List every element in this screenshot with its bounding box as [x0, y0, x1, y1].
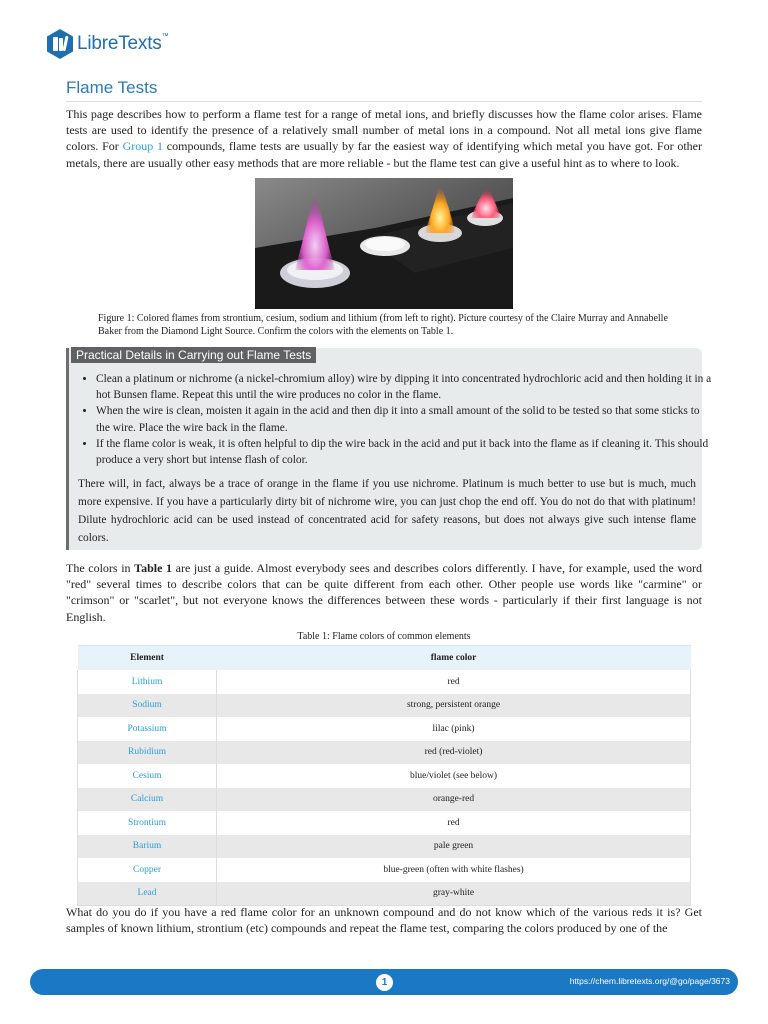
flame-color-cell: orange-red — [217, 788, 691, 812]
header-element: Element — [78, 646, 217, 671]
table-row — [78, 670, 691, 694]
element-link[interactable]: Barium — [78, 835, 217, 859]
flame-color-cell: blue/violet (see below) — [217, 764, 691, 788]
closing-paragraph: What do you do if you have a red flame color for an unknown compound and do not know which of the various reds it is? Get samples of known lithium, strontium (etc) compounds and repeat the flame test, comparing the colors produced by one of the — [66, 905, 702, 936]
flame-color-cell: lilac (pink) — [217, 717, 691, 741]
table-row — [78, 694, 691, 718]
table-row — [78, 741, 691, 765]
flame-color-cell: blue-green (often with white flashes) — [217, 858, 691, 882]
practical-note: There will, in fact, always be a trace of orange in the flame if you use nichrome. Platinum is much better to use but is much, much more expensive. If you have a particularly dirty bit of nichrome wire, you can just chop the end off. You do not do that with platinum! Dilute hydrochloric acid can be used instead of concentrated acid for safety reasons, but does not always give such intense flame colors. — [78, 478, 696, 544]
logo-text: LibreTexts™ — [77, 33, 169, 54]
element-link[interactable]: Sodium — [78, 694, 217, 718]
intro-paragraph: This page describes how to perform a flame test for a range of metal ions, and briefly discusses how the flame color arises. Flame tests are used to identify the presence of a relatively small number of metal ions in a compound. Not all metal ions give flame colors. For Group 1 compounds, flame tests are usually by far the easiest way of identifying which metal you have got. For other metals, there are usually other easy methods that are more reliable - but the flame test can give a useful hint as to where to look. — [66, 107, 703, 170]
table-row — [78, 764, 691, 788]
element-link[interactable]: Rubidium — [78, 741, 217, 765]
flame-test-photo — [255, 178, 513, 309]
header-flame-color: flame color — [217, 646, 691, 671]
practical-details-box — [66, 348, 712, 550]
element-link[interactable]: Calcium — [78, 788, 217, 812]
libretexts-logo-icon — [46, 28, 74, 60]
page-number: 1 — [376, 974, 393, 991]
list-item: • When the wire is clean, moisten it again in the acid and then dip it into a small amount of the solid to be tested so that some sticks to the wire. Place the wire back in the flame. — [96, 403, 716, 435]
flame-color-cell: red — [217, 811, 691, 835]
group-1-link[interactable]: Group 1 — [122, 139, 164, 154]
page-url[interactable]: https://chem.libretexts.org/@go/page/3673 — [569, 976, 730, 986]
flame-color-cell: pale green — [217, 835, 691, 859]
figure-caption: Figure 1: Colored flames from strontium, cesium, sodium and lithium (from left to right). Picture courtesy of the Claire Murray and Annabelle Baker from the Diamond Light Source. Confirm the colors with the elements on Table 1. — [98, 313, 668, 337]
element-link[interactable]: Cesium — [78, 764, 217, 788]
colors-paragraph: The colors in Table 1 are just a guide. Almost everybody sees and describes colors differently. I have, for example, used the word "red" several times to describe colors that can be quite different from each other. Other people use words like "carmine" or "crimson" or "scarlet", but not everyone knows the differences between these words - particularly if their first language is not English. — [66, 561, 702, 624]
page-title: Flame Tests — [66, 78, 702, 102]
table-caption: Table 1: Flame colors of common elements — [297, 631, 471, 642]
table-row — [78, 858, 691, 882]
table-row — [78, 788, 691, 812]
flame-color-cell: red — [217, 670, 691, 694]
practical-details-title: Practical Details in Carrying out Flame Tests — [71, 347, 316, 363]
element-link[interactable]: Lead — [78, 882, 217, 906]
element-link[interactable]: Lithium — [78, 670, 217, 694]
list-item: • If the flame color is weak, it is often helpful to dip the wire back in the acid and put it back into the flame as if cleaning it. This should produce a very short but intense flash of color. — [96, 436, 716, 468]
table-row — [78, 717, 691, 741]
practical-steps-list — [79, 371, 716, 468]
table-header-row — [78, 646, 691, 671]
table-row — [78, 835, 691, 859]
flame-colors-table — [77, 645, 691, 906]
page-footer — [30, 969, 738, 995]
table-row — [78, 882, 691, 906]
element-link[interactable]: Copper — [78, 858, 217, 882]
element-link[interactable]: Strontium — [78, 811, 217, 835]
table-row — [78, 811, 691, 835]
element-link[interactable]: Potassium — [78, 717, 217, 741]
libretexts-logo[interactable] — [46, 26, 168, 62]
flame-color-cell: strong, persistent orange — [217, 694, 691, 718]
flame-color-cell: gray-white — [217, 882, 691, 906]
list-item: • Clean a platinum or nichrome (a nickel-chromium alloy) wire by dipping it into concentrated hydrochloric acid and then holding it in a hot Bunsen flame. Repeat this until the wire produces no color in the flame. — [96, 371, 716, 403]
flame-color-cell: red (red-violet) — [217, 741, 691, 765]
